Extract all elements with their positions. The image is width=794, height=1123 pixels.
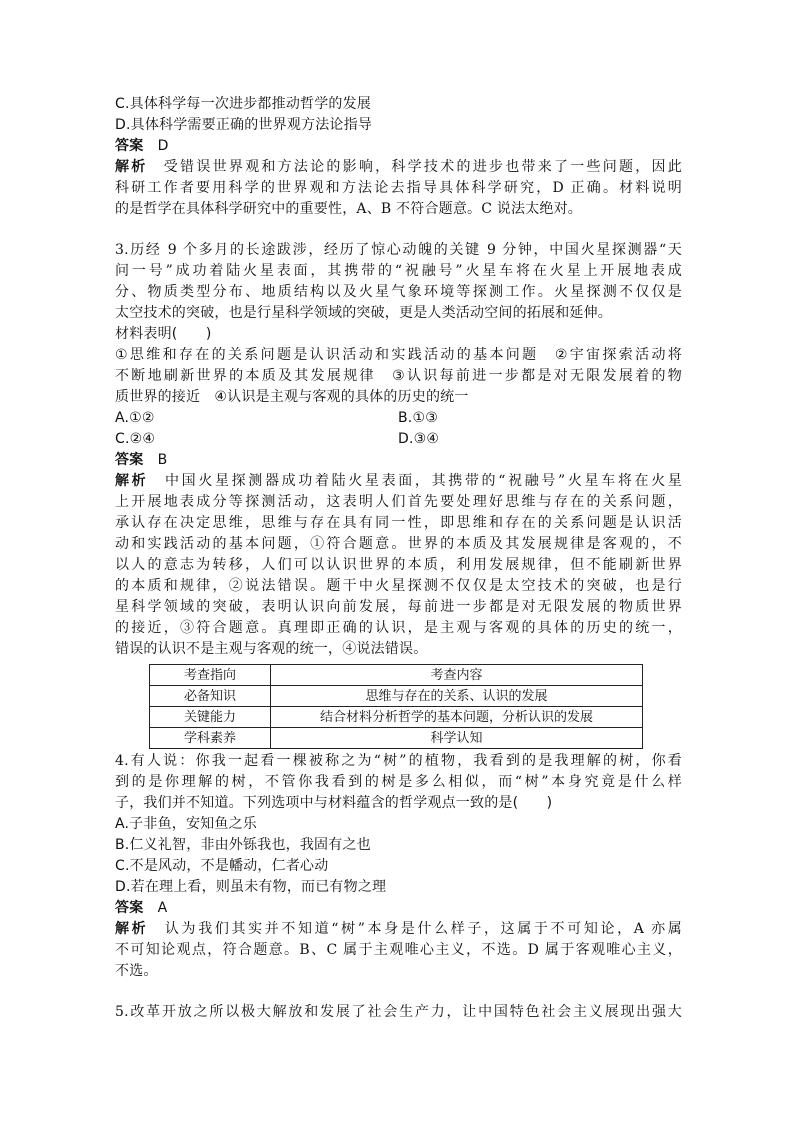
table-header-cell: 考查内容 bbox=[271, 665, 643, 686]
q2-analysis-line bbox=[115, 157, 682, 178]
answer-value: B bbox=[157, 452, 168, 468]
q3-analysis-line: 承认存在决定思维，思维与存在具有同一性，即思维和存在的关系问题是认识活 bbox=[115, 515, 682, 531]
q4-option-c: C.不是风动，不是幡动，仁者心动 bbox=[115, 858, 329, 874]
table-cell: 必备知识 bbox=[150, 686, 271, 707]
table-cell: 结合材料分析哲学的基本问题，分析认识的发展 bbox=[271, 707, 643, 728]
q3-statement-line: 不断地刷新世界的本质及其发展规律 ③认识每前进一步都是对无限发展着的物 bbox=[115, 368, 682, 384]
q4-option-a: A.子非鱼，安知鱼之乐 bbox=[115, 816, 257, 832]
q3-analysis-line: 的本质和规律，②说法错误。题干中火星探测不仅仅是太空技术的突破，也是行 bbox=[115, 578, 682, 594]
q3-statement-line: ①思维和存在的关系问题是认识活动和实践活动的基本问题 ②宇宙探索活动将 bbox=[115, 347, 682, 363]
q3-option-c: C.②④ bbox=[115, 431, 156, 447]
q4-analysis-line: 不选。 bbox=[115, 963, 158, 979]
table-header-row bbox=[150, 665, 643, 686]
q3-analysis-line: 以人的意志为转移，人们可以认识世界的本质，利用发展规律，但不能刷新世界 bbox=[115, 557, 682, 573]
q3-stem-line: 材料表明( ) bbox=[115, 326, 212, 342]
q2-option-d: D.具体科学需要正确的世界观方法论指导 bbox=[115, 117, 373, 133]
q3-option-b: B.①③ bbox=[398, 410, 438, 426]
q4-stem-line: 子，我们并不知道。下列选项中与材料蕴含的哲学观点一致的是( ) bbox=[115, 795, 553, 811]
q2-option-c: C.具体科学每一次进步都推动哲学的发展 bbox=[115, 96, 372, 112]
table-cell: 关键能力 bbox=[150, 707, 271, 728]
q3-analysis-line: 错误的认识不是主观与客观的统一，④说法错误。 bbox=[115, 641, 428, 657]
q3-analysis-line: 星科学领域的突破，表明认识向前发展，每前进一步都是对无限发展的物质世界 bbox=[115, 599, 682, 615]
analysis-label: 解析 bbox=[115, 473, 149, 489]
answer-label: 答案 bbox=[115, 138, 144, 154]
q3-statement-line: 质世界的接近 ④认识是主观与客观的具体的历史的统一 bbox=[115, 389, 469, 405]
table-header-cell: 考查指向 bbox=[150, 665, 271, 686]
study-table bbox=[149, 664, 643, 749]
analysis-text: 中国火星探测器成功着陆火星表面，其携带的“祝融号”火星车将在火星 bbox=[165, 473, 683, 489]
analysis-text: 受错误世界观和方法论的影响，科学技术的进步也带来了一些问题，因此 bbox=[163, 159, 683, 175]
answer-value: D bbox=[157, 138, 169, 154]
answer-label: 答案 bbox=[115, 900, 144, 916]
table-cell: 科学认知 bbox=[271, 728, 643, 749]
table-cell: 学科素养 bbox=[150, 728, 271, 749]
document-page bbox=[115, 94, 682, 1023]
q3-stem-line: 3.历经 9 个多月的长途跋涉，经历了惊心动魄的关键 9 分钟，中国火星探测器“天 bbox=[115, 242, 682, 258]
q2-analysis-line: 科研工作者要用科学的世界观和方法论去指导具体科学研究，D 正确。材料说明 bbox=[115, 180, 682, 196]
table-cell: 思维与存在的关系、认识的发展 bbox=[271, 686, 643, 707]
table-row bbox=[150, 686, 643, 707]
q3-option-d: D.③④ bbox=[398, 431, 440, 447]
analysis-label: 解析 bbox=[115, 921, 149, 937]
q3-option-a: A.①② bbox=[115, 410, 155, 426]
q3-analysis-line: 上开展地表成分等探测活动，这表明人们首先要处理好思维与存在的关系问题， bbox=[115, 494, 682, 510]
q4-analysis-line bbox=[115, 919, 682, 940]
q3-analysis-line: 的接近，③符合题意。真理即正确的认识，是主观与客观的具体的历史的统一， bbox=[115, 620, 682, 636]
q5-stem-line: 5.改革开放之所以极大解放和发展了社会生产力，让中国特色社会主义展现出强大 bbox=[115, 1004, 682, 1020]
q3-stem-line: 太空技术的突破，也是行星科学领域的突破，更是人类活动空间的拓展和延伸。 bbox=[115, 305, 612, 321]
q3-options-row bbox=[115, 408, 682, 429]
answer-value: A bbox=[157, 900, 168, 916]
q2-answer bbox=[115, 136, 682, 157]
q3-stem-line: 问一号”成功着陆火星表面，其携带的“祝融号”火星车将在火星上开展地表成 bbox=[115, 263, 682, 279]
q4-stem-line: 4.有人说：你我一起看一棵被称之为“树”的植物，我看到的是我理解的树，你看 bbox=[115, 753, 682, 769]
q4-stem-line: 到的是你理解的树，不管你我看到的树是多么相似，而“树”本身究竟是什么样 bbox=[115, 774, 682, 790]
answer-label: 答案 bbox=[115, 452, 144, 468]
q3-options-row bbox=[115, 429, 682, 450]
analysis-label: 解析 bbox=[115, 159, 148, 175]
analysis-text: 认为我们其实并不知道“树”本身是什么样子，这属于不可知论，A 亦属 bbox=[164, 921, 682, 937]
table-row bbox=[150, 728, 643, 749]
q4-answer bbox=[115, 898, 682, 919]
q4-analysis-line: 不可知论观点，符合题意。B、C 属于主观唯心主义，不选。D 属于客观唯心主义， bbox=[115, 942, 682, 958]
q3-analysis-line: 动和实践活动的基本问题，①符合题意。世界的本质及其发展规律是客观的，不 bbox=[115, 536, 682, 552]
q3-stem-line: 分、物质类型分布、地质结构以及火星气象环境等探测工作。火星探测不仅仅是 bbox=[115, 284, 682, 300]
q4-option-b: B.仁义礼智，非由外铄我也，我固有之也 bbox=[115, 837, 371, 853]
q3-analysis-line bbox=[115, 471, 682, 492]
q3-answer bbox=[115, 450, 682, 471]
q4-option-d: D.若在理上看，则虽未有物，而已有物之理 bbox=[115, 879, 387, 895]
table-row bbox=[150, 707, 643, 728]
q2-analysis-line: 的是哲学在具体科学研究中的重要性，A、B 不符合题意。C 说法太绝对。 bbox=[115, 201, 583, 217]
